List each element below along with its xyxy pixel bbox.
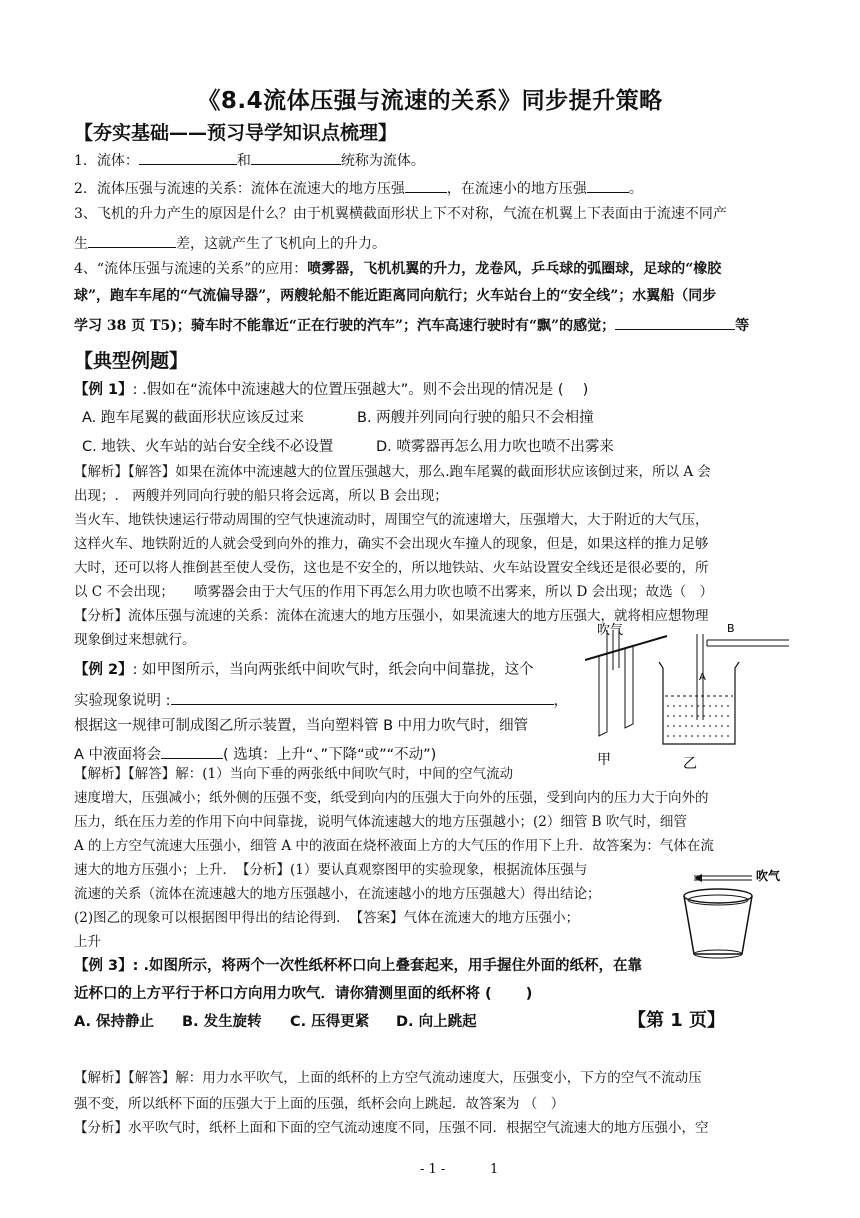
- q4-blank: [615, 313, 735, 330]
- example-3-option-d: D. 向上跳起: [396, 1014, 477, 1030]
- q2-text-a: 2．流体压强与流速的关系：流体在流速大的地方压强: [74, 181, 405, 197]
- tube-b-label: B: [727, 622, 735, 635]
- q4-text-b: 喷雾器，飞机机翼的升力，龙卷风，乒乓球的弧圈球，足球的“橡胶: [307, 261, 722, 277]
- example-3-option-a: A. 保持静止: [74, 1014, 155, 1030]
- q3-text-a: 生: [74, 236, 88, 252]
- q2-blank-2: [587, 176, 629, 193]
- question-4-line-3: [74, 313, 749, 336]
- section-heading-examples: 【典型例题】: [74, 350, 189, 372]
- figure-blow-label: 吹气: [597, 623, 624, 638]
- example-1-option-a: A. 跑车尾翼的截面形状应该反过来: [82, 410, 304, 426]
- question-4-line-2: 球”，跑车车尾的“气流偏导器”，两艘轮船不能近距离同向航行；火车站台上的“安全线”；水翼船（同步: [74, 288, 717, 304]
- q3-text-b: 差，这就产生了飞机向上的升力。: [176, 236, 386, 252]
- question-2: [74, 176, 643, 199]
- example-1-solution-3: 当火车、地铁快速运行带动周围的空气快速流动时，周围空气的流速增大，压强增大，大于附近的大气压，: [74, 512, 709, 528]
- example-2-solution-4: A 的上方空气流速大压强小，细管 A 中的液面在烧杯液面上方的大气压的作用下上升．故答案为：气体在流: [74, 838, 714, 854]
- example-2-line-2: [74, 688, 568, 711]
- example-1-analysis-1: 【分析】流体压强与流速的关系：流体在流速大的地方压强小，如果流速大的地方压强大，就将相应想物理: [74, 608, 709, 624]
- question-1: [74, 148, 425, 171]
- example-1-solution-2: 出现；. 两艘并列同向行驶的船只将会远离，所以 B 会出现；: [74, 488, 448, 504]
- example-1-solution-5: 大时，还可以将人推倒甚至使人受伤，这也是不安全的，所以地铁站、火车站设置安全线还是很必要的，所: [74, 560, 709, 576]
- question-3-line-1: 3、飞机的升力产生的原因是什么？由于机翼横截面形状上下不对称，气流在机翼上下表面由于流速不同产: [74, 206, 727, 222]
- page-title: 《8.4流体压强与流速的关系》同步提升策略: [197, 88, 663, 114]
- page-tag: 【第 1 页】: [628, 1010, 726, 1031]
- example-1-solution-4: 这样火车、地铁附近的人就会受到向外的推力，确实不会出现火车撞人的现象，但是，如果这样的推力足够: [74, 536, 709, 552]
- example-2-blank-1: [171, 688, 554, 705]
- q2-text-b: ，在流速小的地方压强: [446, 181, 587, 197]
- example-2-line-3: 根据这一规律可制成图乙所示装置，当向塑料管 B 中用力吹气时，细管: [74, 718, 529, 734]
- airflow-arrowhead: [694, 874, 702, 882]
- figure-jia-yi: [585, 618, 795, 770]
- section-heading-basics: 【夯实基础——预习导学知识点梳理】: [74, 122, 398, 144]
- figure-yi-label: 乙: [683, 756, 697, 770]
- example-2-solution-5: 速大的地方压强小；上升． 【分析】(1）要认真观察图甲的实验现象，根据流体压强与: [74, 862, 588, 878]
- example-2-solution-3: 压力，纸在压力差的作用下向中间靠拢，说明气体流速越大的地方压强越小；(2）细管 B 吹气时，细管: [74, 814, 687, 830]
- q1-text-c: 统称为流体。: [340, 153, 425, 169]
- example-1-solution-6: 以 C 不会出现； 喷雾器会由于大气压的作用下再怎么用力吹也喷不出雾来，所以 D 会出现；故选（ ）: [74, 584, 714, 600]
- example-1-option-b: B. 两艘并列同向行驶的船只不会相撞: [357, 410, 594, 426]
- example-2-text-1: : 如甲图所示，当向两张纸中间吹气时，纸会向中间靠拢，这个: [132, 662, 534, 678]
- example-2-solution-7: (2)图乙的现象可以根据图甲得出的结论得到． 【答案】气体在流速大的地方压强小；: [74, 910, 580, 926]
- example-3-line-2: 近杯口的上方平行于杯口方向用力吹气．请你猜测里面的纸杯将 ( ): [74, 986, 533, 1002]
- example-3-line-1: 【例 3】: .如图所示，将两个一次性纸杯杯口向上叠套起来，用手握住外面的纸杯，在靠: [74, 958, 642, 974]
- example-2-blank-2: [161, 742, 223, 759]
- q4-line3-end: 等: [735, 318, 750, 334]
- example-2-solution-6: 流速的关系（流体在流速越大的地方压强越小，在流速越小的地方压强越大）得出结论；: [74, 886, 601, 902]
- question-4-line-1: [74, 259, 721, 279]
- q4-text-a: 4、“流体压强与流速的关系”的应用：: [74, 261, 308, 277]
- example-1-option-c: C. 地铁、火车站的站台安全线不必设置: [82, 439, 334, 455]
- example-3-option-b: B. 发生旋转: [182, 1014, 262, 1030]
- cup-rim-outer: [684, 889, 752, 903]
- q1-blank-1: [139, 148, 237, 165]
- q2-blank-1: [405, 176, 447, 193]
- example-3-solution-2: 强不变，所以纸杯下面的压强大于上面的压强，纸杯会向上跳起．故答案为 （ ）: [74, 1096, 565, 1112]
- figure-cups: [676, 866, 794, 960]
- q1-blank-2: [251, 148, 341, 165]
- example-3-analysis-1: 【分析】水平吹气时，纸杯上面和下面的空气流动速度不同，压强不同．根据空气流速大的地方压强小，空: [74, 1120, 709, 1136]
- paper-left: [599, 654, 607, 736]
- page-number-extra: 1: [490, 1162, 499, 1177]
- q4-line3-text: 学习 38 页 T5)；骑车时不能靠近“正在行驶的汽车”；汽车高速行驶时有“飘”的感觉；: [74, 318, 616, 334]
- q3-blank: [88, 231, 176, 248]
- example-2-line-1: [74, 660, 534, 680]
- paper-right: [625, 646, 633, 728]
- example-2-solution-1: 【解析】【解答】解：(1）当向下垂的两张纸中间吹气时，中间的空气流动: [74, 766, 514, 782]
- example-2-solution-8: 上升: [74, 934, 101, 950]
- example-2-text-4a: A 中液面将会: [74, 747, 162, 763]
- q1-text-b: 和: [236, 153, 251, 169]
- page-number: - 1 -: [420, 1162, 446, 1177]
- example-1-option-d: D. 喷雾器再怎么用力吹也喷不出雾来: [376, 439, 614, 455]
- figure-jia-label: 甲: [597, 752, 611, 768]
- example-1-analysis-2: 现象倒过来想就行。: [74, 632, 196, 648]
- example-2-label: 【例 2】: [74, 662, 133, 678]
- example-2-text-2a: 实验现象说明 :: [74, 693, 171, 709]
- example-1-question: : .假如在“流体中流速越大的位置压强越大”。则不会出现的情况是 ( ): [132, 382, 589, 398]
- cup-blow-label: 吹气: [756, 869, 781, 883]
- example-1-solution-1: 【解析】【解答】如果在流体中流速越大的位置压强越大，那么.跑车尾翼的截面形状应该倒过来，所以 A 会: [74, 464, 711, 480]
- example-2-text-4b: ( 选填：上升“、”下降“或”“不动”): [223, 747, 437, 763]
- question-3-line-2: [74, 231, 386, 254]
- example-1-label: 【例 1】: [74, 382, 133, 398]
- example-1-stem: [74, 380, 588, 400]
- example-3-solution-1: 【解析】【解答】解：用力水平吹气，上面的纸杯的上方空气流动速度大，压强变小，下方的空气不流动压: [74, 1070, 702, 1086]
- example-2-solution-2: 速度增大，压强减小；纸外侧的压强不变，纸受到向内的压强大于向外的压强，受到向内的压力大于向外的: [74, 790, 709, 806]
- example-3-option-c: C. 压得更紧: [290, 1014, 370, 1030]
- q1-text-a: 1．流体：: [74, 153, 139, 169]
- tube-a-label: A: [699, 672, 706, 683]
- example-2-line-4: [74, 742, 436, 765]
- q2-text-c: 。: [628, 181, 643, 197]
- example-2-text-2b: ，: [553, 693, 568, 709]
